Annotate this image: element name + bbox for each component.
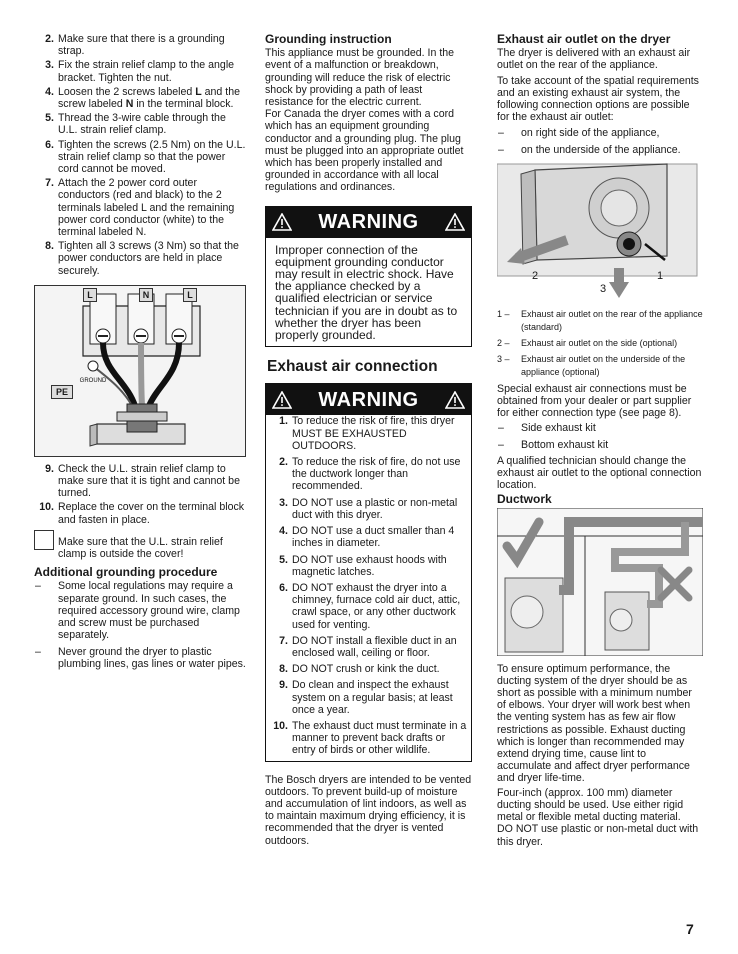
figure-label-3: 3 <box>600 282 607 295</box>
figure-label-1: 1 <box>657 269 664 282</box>
outlet-paragraph-1: The dryer is delivered with an exhaust air outlet on the rear of the appliance. <box>497 47 691 72</box>
step-item: 2. Make sure that there is a grounding strap. <box>45 33 225 58</box>
warning-item: 10. The exhaust duct must terminate in a manner to prevent back drafts or entry of birds or other wildlife. <box>273 719 467 757</box>
warning-box-exhaust <box>265 383 472 761</box>
list-item: – Bottom exhaust kit <box>498 438 609 451</box>
plastic-paragraph: DO NOT use plastic or non-metal duct with this dryer. <box>497 823 699 848</box>
note-icon <box>34 530 54 550</box>
list-item: – Never ground the dryer to plastic plumbing lines, gas lines or water pipes. <box>35 645 246 670</box>
list-item: – Side exhaust kit <box>498 422 596 435</box>
caption-item: 3 – Exhaust air outlet on the underside of the appliance (optional) <box>497 353 686 377</box>
terminal-block-figure <box>34 285 246 457</box>
dryer-outlet-figure <box>497 160 703 300</box>
step-item: 9. Check the U.L. strain relief clamp to make sure that it is tight and cannot be turned. <box>45 462 240 500</box>
terminal-label-l1: L <box>83 288 97 302</box>
warning-item: 9. Do clean and inspect the exhaust system on a regular basis; at least once a year. <box>279 679 453 716</box>
step-item: 4. Loosen the 2 screws labeled L and the screw labeled N in the terminal block. <box>45 85 240 111</box>
warning-triangle-icon <box>272 213 292 231</box>
four-inch-paragraph: Four-inch (approx. 100 mm) diameter ducting should be used. Use either rigid metal or flexible metal ducting material. <box>497 786 684 824</box>
step-item: 8. Tighten all 3 screws (3 Nm) so that the power conductors are held in place securely. <box>45 240 239 277</box>
caption-item: 2 – Exhaust air outlet on the side (optional) <box>497 337 678 348</box>
dryer-rear-illustration <box>497 160 703 300</box>
warning-label: WARNING <box>318 388 419 411</box>
qualified-paragraph: A qualified technician should change the exhaust air outlet to the optional connection location. <box>497 454 702 492</box>
steps-list-b <box>34 463 246 526</box>
additional-grounding-heading: Additional grounding procedure <box>34 565 218 580</box>
column-3 <box>497 33 703 848</box>
list-item: – on the underside of the appliance. <box>498 143 681 156</box>
warning-header <box>266 384 471 415</box>
grounding-paragraph-2: For Canada the dryer comes with a cord which has an equipment grounding conductor and a grounding plug. The plug must be plugged into an appropriate outlet which has been properly installed and grounded in accordance with all local regulations and ordinances. <box>265 108 464 194</box>
warning-item: 1. To reduce the risk of fire, this dryer MUST BE EXHAUSTED OUTDOORS. <box>279 415 455 452</box>
step-item: 10. Replace the cover on the terminal block and fasten in place. <box>39 501 245 526</box>
special-paragraph: Special exhaust air connections must be obtained from your dealer or part supplier for either connection type (see page 8). <box>497 382 692 420</box>
warning-item: 7. DO NOT install a flexible duct in an enclosed wall, ceiling or floor. <box>279 634 457 659</box>
warning-item: 3. DO NOT use a plastic or non-metal duct with this dryer. <box>279 496 458 521</box>
outlet-paragraph-2: To take account of the spatial requirements and an existing exhaust air system, the following connection options are possible for the exhaust air outlet: <box>497 74 699 124</box>
caption-item: 1 – Exhaust air outlet on the rear of the appliance (standard) <box>497 308 703 332</box>
exhaust-warning-list <box>266 415 471 756</box>
exhaust-connection-heading: Exhaust air connection <box>267 358 438 376</box>
pe-label: PE <box>51 385 73 399</box>
warning-text: Improper connection of the equipment grounding conductor may result in electric shock. Have the appliance checked by a qualified electrician or service technician if you are in doubt as to whether the dryer has been properly grounded. <box>275 242 458 343</box>
bosch-paragraph: The Bosch dryers are intended to be vented outdoors. To prevent build-up of moisture and accumulation of lint indoors, as well as to maintain maximum drying efficiency, it is recommended that the dryer is vented outdoors. <box>265 773 472 847</box>
warning-item: 5. DO NOT use exhaust hoods with magnetic latches. <box>279 553 447 578</box>
warning-label: WARNING <box>318 211 419 234</box>
step-item: 5. Thread the 3-wire cable through the U.L. strain relief clamp. <box>45 112 226 137</box>
grounding-heading: Grounding instruction <box>265 32 392 46</box>
terminal-block-illustration <box>35 286 245 456</box>
warning-triangle-icon <box>445 391 465 409</box>
ductwork-illustration <box>497 508 703 656</box>
step-item: 7. Attach the 2 power cord outer conductors (red and black) to the 2 terminals labeled L and the remaining power cord conductor (white) to the terminal labeled N. <box>45 177 235 239</box>
warning-item: 8. DO NOT crush or kink the duct. <box>279 663 440 676</box>
grounding-paragraph-1: This appliance must be grounded. In the event of a malfunction or breakdown, grounding will reduce the risk of electric shock by providing a path of least resistance for the electric current. <box>265 47 455 109</box>
performance-paragraph: To ensure optimum performance, the ducting system of the dryer should be as short as possible with a minimum number of elbows. Your dryer will work best when the venting system has as few air flow restrictions as possible. Exhaust ducting which is longer than recommended may extend drying time, cause lint to accumulate and affect dryer performance and dryer life-time. <box>497 662 692 785</box>
note-block <box>34 530 246 560</box>
figure-label-2: 2 <box>532 269 539 282</box>
warning-item: 6. DO NOT exhaust the dryer into a chimney, furnace cold air duct, attic, crawl space, or any other ductwork used for venting. <box>279 581 461 631</box>
ground-label: GROUND <box>79 377 107 384</box>
warning-triangle-icon <box>445 213 465 231</box>
list-item: – Some local regulations may require a separate ground. In such cases, the required accessory ground wire, clamp and screw must be purchased separately. <box>35 580 240 642</box>
warning-header <box>266 207 471 238</box>
note-text: Make sure that the U.L. strain relief clamp is outside the cover! <box>58 535 223 561</box>
warning-triangle-icon <box>272 391 292 409</box>
warning-box-grounding <box>265 206 472 348</box>
ductwork-heading: Ductwork <box>497 492 552 507</box>
warning-item: 2. To reduce the risk of fire, do not use the ductwork longer than recommended. <box>279 456 461 493</box>
outlet-options-list <box>497 127 703 155</box>
column-1 <box>34 33 246 674</box>
page-number: 7 <box>686 921 694 937</box>
column-2 <box>265 33 472 847</box>
terminal-label-l2: L <box>183 288 197 302</box>
step-item: 3. Fix the strain relief clamp to the angle bracket. Tighten the nut. <box>45 59 235 84</box>
step-item: 6. Tighten the screws (2.5 Nm) on the U.L. strain relief clamp so that the power cord cannot be moved. <box>45 138 246 176</box>
warning-item: 4. DO NOT use a duct smaller than 4 inches in diameter. <box>279 525 455 550</box>
steps-list-a <box>34 33 246 277</box>
outlet-heading: Exhaust air outlet on the dryer <box>497 32 671 46</box>
figure-captions <box>497 308 703 379</box>
ductwork-figure <box>497 508 703 656</box>
list-item: – on right side of the appliance, <box>498 127 660 140</box>
terminal-label-n: N <box>139 288 153 302</box>
additional-grounding-list <box>34 580 246 669</box>
kits-list <box>497 422 703 450</box>
